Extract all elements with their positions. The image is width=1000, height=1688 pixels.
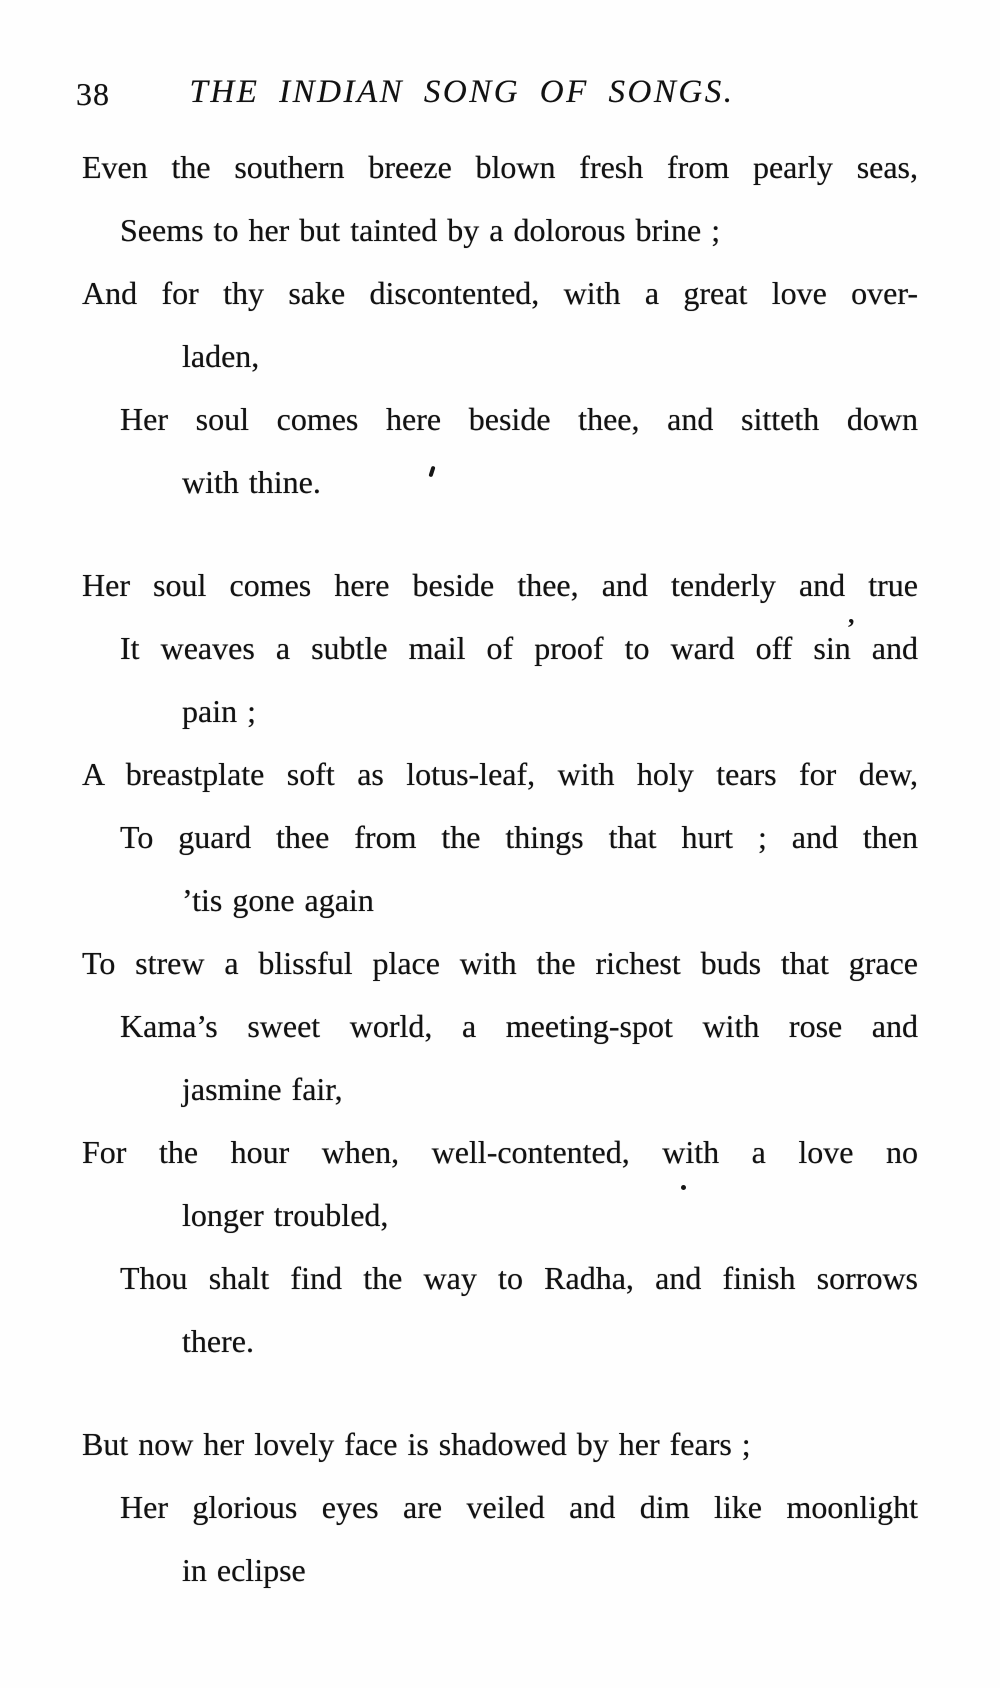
poem-line: Seems to her but tainted by a dolorous brine ; <box>120 212 721 248</box>
poem-line: ’tis gone again <box>182 882 374 918</box>
poem-stanza <box>82 554 918 1373</box>
poem-line: To guard thee from the things that hurt ; and then <box>120 819 918 855</box>
running-header-title: THE INDIAN SONG OF SONGS. <box>189 74 735 110</box>
poem-line: jasmine fair, <box>182 1071 343 1107</box>
poem-line: laden, <box>182 338 260 374</box>
page-number: 38 <box>76 76 110 112</box>
poem-line: Her soul comes here beside thee, and sitteth down <box>120 401 918 437</box>
running-header <box>0 0 1000 130</box>
poem-line: For the hour when, well-contented, with a love no <box>82 1134 918 1170</box>
poem-line: there. <box>182 1323 254 1359</box>
poem-line: with thine. <box>182 464 321 500</box>
poem-line: Thou shalt find the way to Radha, and finish sorrows <box>120 1260 918 1296</box>
poem-line: A breastplate soft as lotus-leaf, with holy tears for dew, <box>82 756 918 792</box>
poem-line: in eclipse <box>182 1552 306 1588</box>
poem-line: pain ; <box>182 693 256 729</box>
poem-line: It weaves a subtle mail of proof to ward off sin and <box>120 630 918 666</box>
poem-stanza <box>82 1413 918 1602</box>
poem-line: longer troubled, <box>182 1197 389 1233</box>
poem-line: Even the southern breeze blown fresh from pearly seas, <box>82 149 918 185</box>
ink-speck: , <box>848 600 855 629</box>
poem-line: But now her lovely face is shadowed by her fears ; <box>82 1426 751 1462</box>
poem-text <box>82 136 918 1602</box>
poem-line: Her soul comes here beside thee, and tenderly and true <box>82 567 918 603</box>
poem-line: To strew a blissful place with the richest buds that grace <box>82 945 918 981</box>
ink-speck <box>681 1185 686 1190</box>
poem-line: Kama’s sweet world, a meeting-spot with rose and <box>120 1008 918 1044</box>
poem-line: And for thy sake discontented, with a great love over- <box>82 275 918 311</box>
poem-stanza <box>82 136 918 514</box>
poem-line: Her glorious eyes are veiled and dim like moonlight <box>120 1489 918 1525</box>
